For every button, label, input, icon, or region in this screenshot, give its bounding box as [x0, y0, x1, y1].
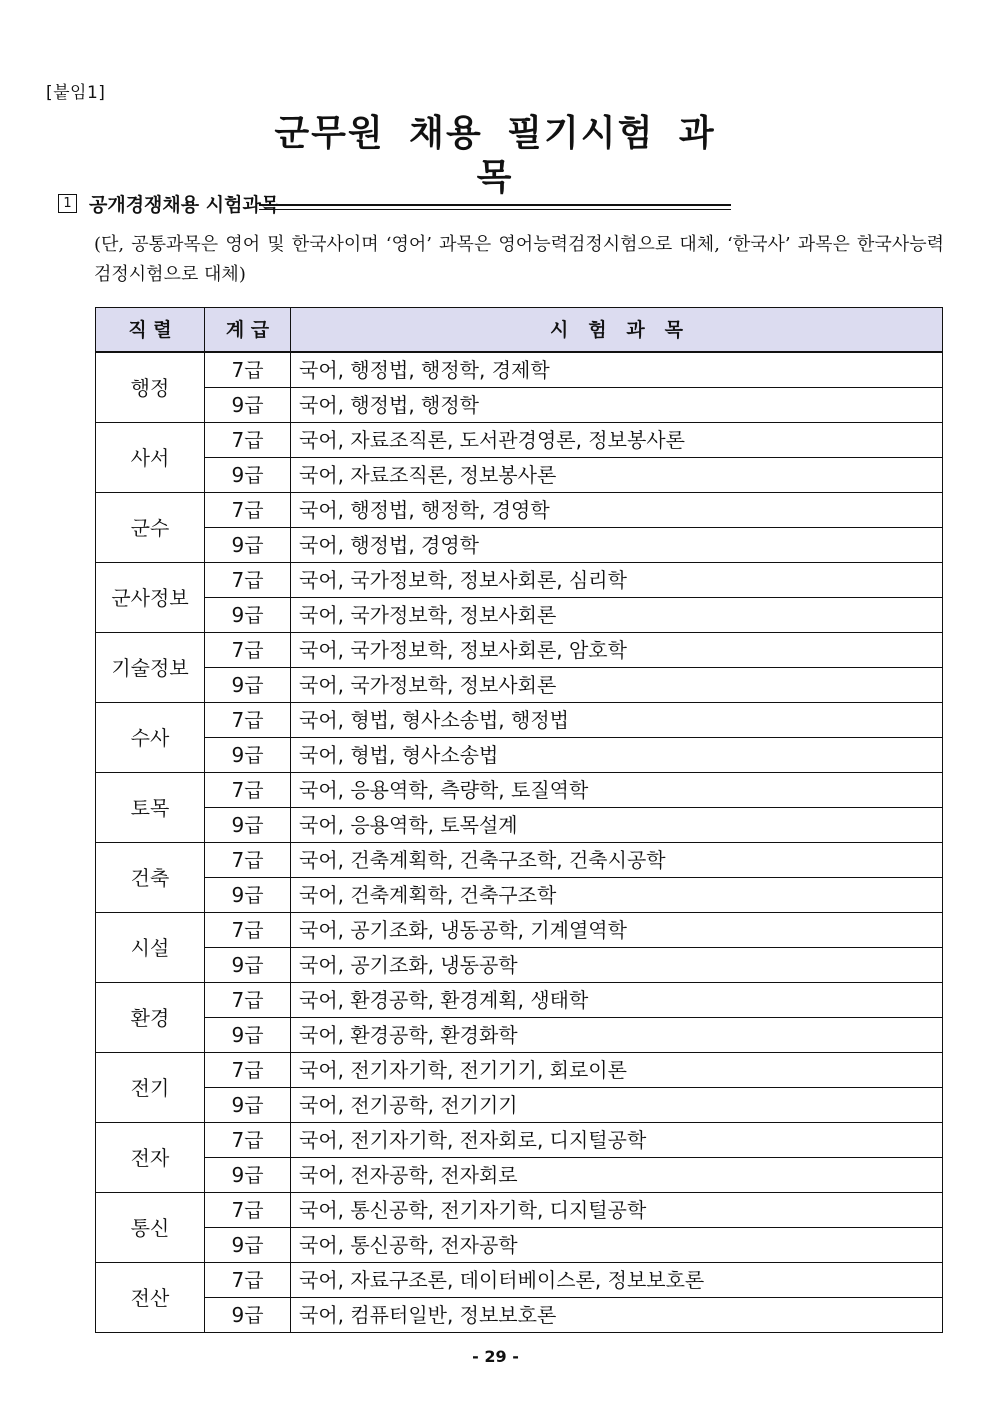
table-row [96, 773, 943, 808]
table-row [96, 983, 943, 1018]
cell-subjects: 국어, 컴퓨터일반, 정보보호론 [291, 1298, 943, 1333]
cell-position: 군사정보 [96, 563, 205, 633]
cell-subjects: 국어, 형법, 형사소송법, 행정법 [291, 703, 943, 738]
cell-subjects: 국어, 건축계획학, 건축구조학, 건축시공학 [291, 843, 943, 878]
cell-subjects: 국어, 공기조화, 냉동공학, 기계열역학 [291, 913, 943, 948]
cell-subjects: 국어, 국가정보학, 정보사회론, 암호학 [291, 633, 943, 668]
cell-subjects: 국어, 건축계획학, 건축구조학 [291, 878, 943, 913]
cell-grade: 7급 [205, 983, 291, 1018]
cell-grade: 9급 [205, 598, 291, 633]
table-row [96, 388, 943, 423]
cell-grade: 9급 [205, 668, 291, 703]
table-row [96, 1228, 943, 1263]
cell-position: 건축 [96, 843, 205, 913]
cell-grade: 9급 [205, 388, 291, 423]
cell-subjects: 국어, 환경공학, 환경계획, 생태학 [291, 983, 943, 1018]
cell-grade: 7급 [205, 1123, 291, 1158]
cell-grade: 7급 [205, 352, 291, 388]
table-row [96, 1263, 943, 1298]
cell-subjects: 국어, 국가정보학, 정보사회론 [291, 668, 943, 703]
cell-grade: 9급 [205, 878, 291, 913]
cell-position: 시설 [96, 913, 205, 983]
cell-position: 행정 [96, 352, 205, 423]
cell-subjects: 국어, 공기조화, 냉동공학 [291, 948, 943, 983]
table-row [96, 1158, 943, 1193]
cell-grade: 9급 [205, 458, 291, 493]
cell-subjects: 국어, 행정법, 경영학 [291, 528, 943, 563]
cell-grade: 9급 [205, 528, 291, 563]
cell-subjects: 국어, 행정법, 행정학 [291, 388, 943, 423]
table-row [96, 1298, 943, 1333]
title-block [259, 112, 731, 210]
table-row [96, 913, 943, 948]
table-row [96, 808, 943, 843]
table-row [96, 668, 943, 703]
cell-grade: 9급 [205, 808, 291, 843]
cell-position: 통신 [96, 1193, 205, 1263]
cell-grade: 7급 [205, 843, 291, 878]
cell-subjects: 국어, 전기자기학, 전기기기, 회로이론 [291, 1053, 943, 1088]
cell-subjects: 국어, 응용역학, 측량학, 토질역학 [291, 773, 943, 808]
cell-grade: 7급 [205, 1263, 291, 1298]
cell-grade: 9급 [205, 1158, 291, 1193]
cell-position: 전산 [96, 1263, 205, 1333]
cell-position: 전자 [96, 1123, 205, 1193]
title-underline [259, 204, 731, 210]
cell-position: 전기 [96, 1053, 205, 1123]
table-row [96, 703, 943, 738]
cell-position: 수사 [96, 703, 205, 773]
cell-grade: 7급 [205, 423, 291, 458]
table-row [96, 528, 943, 563]
cell-grade: 7급 [205, 493, 291, 528]
table-row [96, 843, 943, 878]
table-row [96, 738, 943, 773]
table-row [96, 352, 943, 388]
table-row [96, 948, 943, 983]
cell-subjects: 국어, 행정법, 행정학, 경영학 [291, 493, 943, 528]
cell-subjects: 국어, 국가정보학, 정보사회론 [291, 598, 943, 633]
table-row [96, 1088, 943, 1123]
table-row [96, 1053, 943, 1088]
cell-grade: 7급 [205, 913, 291, 948]
section-number-box: 1 [58, 194, 77, 213]
cell-grade: 7급 [205, 633, 291, 668]
page-title: 군무원 채용 필기시험 과목 [274, 113, 716, 198]
cell-grade: 9급 [205, 1018, 291, 1053]
header-grade: 계 급 [205, 308, 291, 353]
section-note: (단, 공통과목은 영어 및 한국사이며 ‘영어’ 과목은 영어능력검정시험으로 대체, ‘한국사’ 과목은 한국사능력검정시험으로 대체) [94, 234, 944, 285]
cell-grade: 9급 [205, 738, 291, 773]
cell-subjects: 국어, 형법, 형사소송법 [291, 738, 943, 773]
table-row [96, 1193, 943, 1228]
cell-subjects: 국어, 통신공학, 전기자기학, 디지털공학 [291, 1193, 943, 1228]
cell-grade: 7급 [205, 703, 291, 738]
cell-position: 군수 [96, 493, 205, 563]
page-number: - 29 - [472, 1347, 519, 1366]
table-row [96, 563, 943, 598]
cell-grade: 9급 [205, 948, 291, 983]
table-body [96, 352, 943, 1333]
table-row [96, 633, 943, 668]
cell-subjects: 국어, 환경공학, 환경화학 [291, 1018, 943, 1053]
cell-subjects: 국어, 전자공학, 전자회로 [291, 1158, 943, 1193]
cell-grade: 7급 [205, 1053, 291, 1088]
cell-subjects: 국어, 자료조직론, 도서관경영론, 정보봉사론 [291, 423, 943, 458]
cell-grade: 7급 [205, 1193, 291, 1228]
table-row [96, 493, 943, 528]
table-row [96, 1018, 943, 1053]
header-position: 직 렬 [96, 308, 205, 353]
attachment-label: [붙임1] [46, 83, 106, 103]
cell-grade: 7급 [205, 563, 291, 598]
cell-subjects: 국어, 자료구조론, 데이터베이스론, 정보보호론 [291, 1263, 943, 1298]
table-row [96, 458, 943, 493]
cell-position: 사서 [96, 423, 205, 493]
cell-grade: 9급 [205, 1228, 291, 1263]
table-row [96, 1123, 943, 1158]
table-header-row [96, 308, 943, 353]
cell-subjects: 국어, 자료조직론, 정보봉사론 [291, 458, 943, 493]
section-heading-text: 공개경쟁채용 시험과목 [89, 194, 280, 216]
cell-subjects: 국어, 전기자기학, 전자회로, 디지털공학 [291, 1123, 943, 1158]
header-subjects: 시 험 과 목 [291, 308, 943, 353]
cell-subjects: 국어, 통신공학, 전자공학 [291, 1228, 943, 1263]
cell-subjects: 국어, 전기공학, 전기기기 [291, 1088, 943, 1123]
cell-position: 토목 [96, 773, 205, 843]
cell-grade: 9급 [205, 1298, 291, 1333]
cell-grade: 9급 [205, 1088, 291, 1123]
table-row [96, 598, 943, 633]
exam-subjects-table [95, 307, 943, 1333]
cell-subjects: 국어, 국가정보학, 정보사회론, 심리학 [291, 563, 943, 598]
cell-grade: 7급 [205, 773, 291, 808]
table-row [96, 423, 943, 458]
cell-subjects: 국어, 행정법, 행정학, 경제학 [291, 352, 943, 388]
cell-position: 환경 [96, 983, 205, 1053]
cell-subjects: 국어, 응용역학, 토목설계 [291, 808, 943, 843]
section-heading [58, 190, 279, 217]
cell-position: 기술정보 [96, 633, 205, 703]
table-row [96, 878, 943, 913]
